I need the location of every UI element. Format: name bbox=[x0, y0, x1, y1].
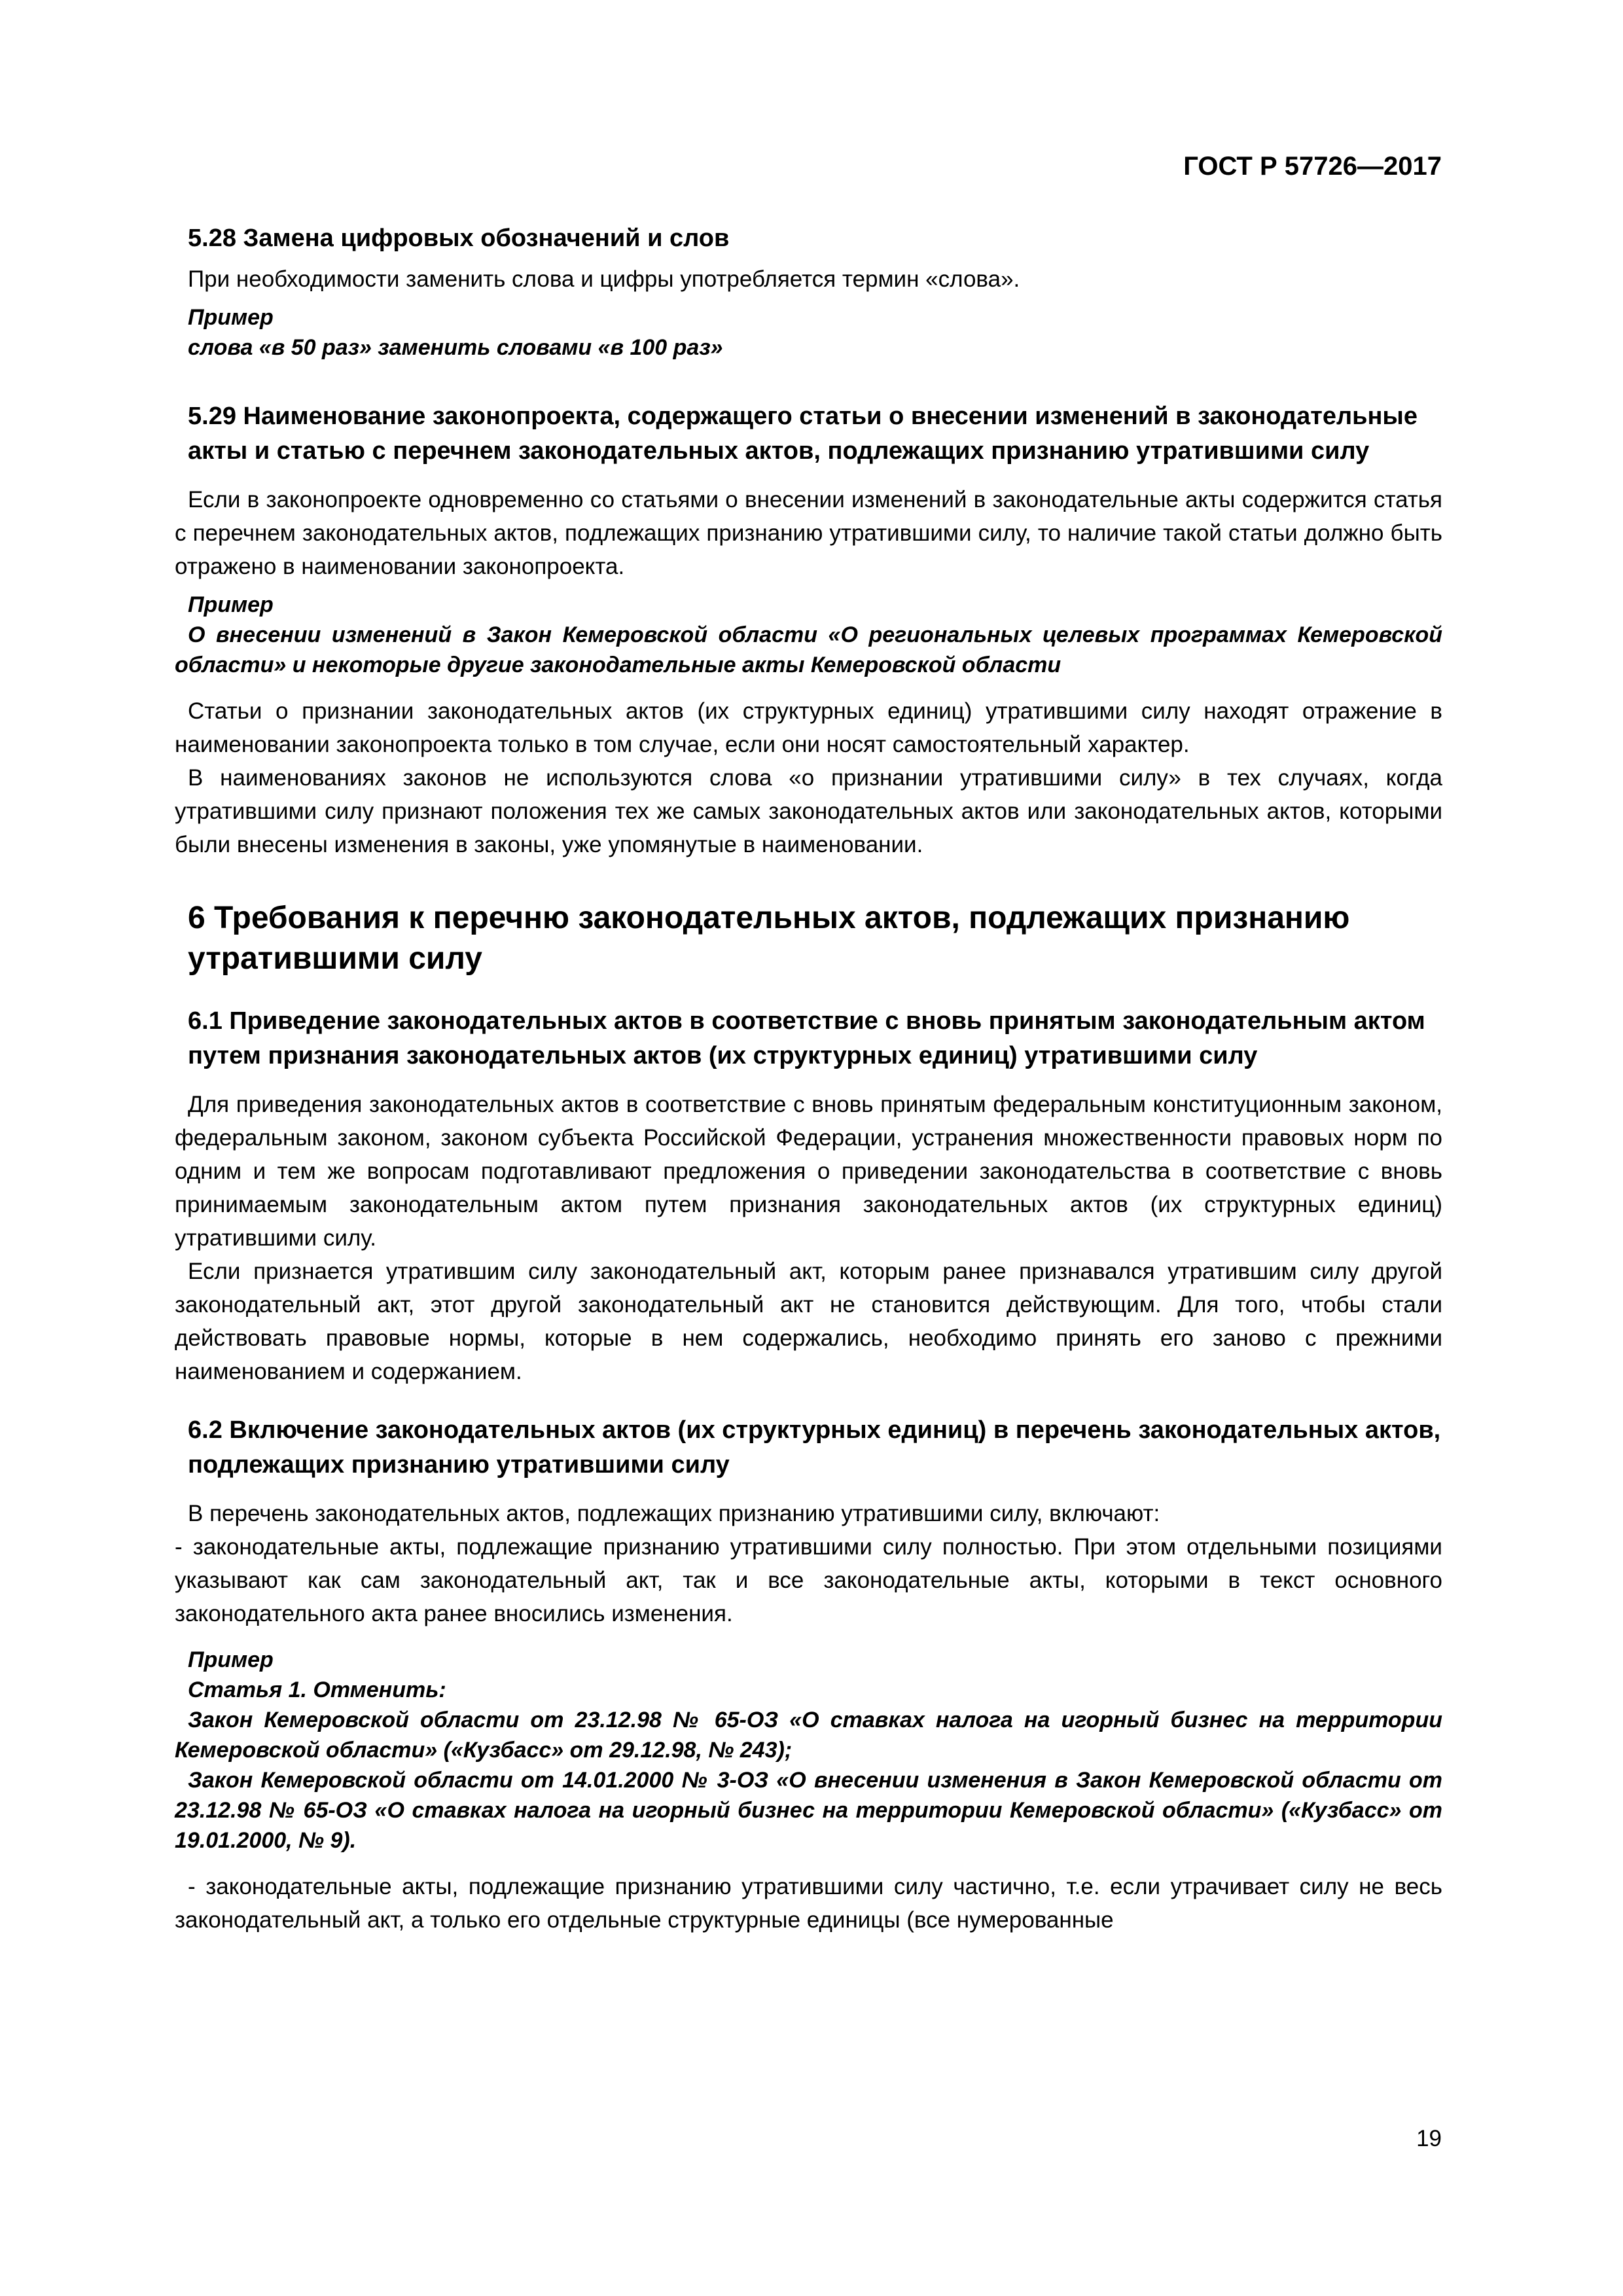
section-6-1-title: 6.1 Приведение законодательных актов в соответствие с вновь принятым законодательным актом путем признания законодательных актов (их структурных единиц) утратившими силу bbox=[188, 1007, 1425, 1069]
example-text: слова «в 50 раз» заменить словами «в 100 раз» bbox=[188, 335, 723, 360]
page-content bbox=[175, 221, 1442, 1937]
section-5-28-title: 5.28 Замена цифровых обозначений и слов bbox=[188, 224, 730, 252]
example-law-2: Закон Кемеровской области от 14.01.2000 № 3-ОЗ «О внесении изменения в Закон Кемеровской области от 23.12.98 № 65-ОЗ «О ставках налога на игорный бизнес на территории Кемеровской области» («Кузбасс» от 19.01.2000, № 9). bbox=[175, 1768, 1442, 1853]
section-6-2-title: 6.2 Включение законодательных актов (их структурных единиц) в перечень законодательных актов, подлежащих признанию утратившими силу bbox=[188, 1416, 1441, 1479]
section-6-1-paragraph-1: Для приведения законодательных актов в соответствие с вновь принятым федеральным конституционным законом, федеральным законом, законом субъекта Российской Федерации, устранения множественности правовых норм по одним и тем же вопросам подготавливают предложения о приведении законодательства в соответствие с вновь принимаемым законодательным актом путем признания законодательных актов (их структурных единиц) утратившими силу. bbox=[175, 1092, 1442, 1251]
section-6-2-paragraph-1: В перечень законодательных актов, подлежащих признанию утратившими силу, включают: bbox=[188, 1501, 1160, 1526]
section-6-title: 6 Требования к перечню законодательных актов, подлежащих признанию утратившими силу bbox=[188, 901, 1350, 976]
example-article: Статья 1. Отменить: bbox=[188, 1677, 446, 1702]
section-5-28-text: При необходимости заменить слова и цифры употребляется термин «слова». bbox=[188, 266, 1020, 292]
example-label: Пример bbox=[188, 305, 274, 330]
example-law-1: Закон Кемеровской области от 23.12.98 № 65-ОЗ «О ставках налога на игорный бизнес на территории Кемеровской области» («Кузбасс» от 29.12.98, № 243); bbox=[175, 1708, 1442, 1763]
example-text: О внесении изменений в Закон Кемеровской области «О региональных целевых программах Кемеровской области» и некоторые другие законодательные акты Кемеровской области bbox=[175, 622, 1442, 677]
section-5-29-paragraph-3: В наименованиях законов не используются слова «о признании утратившими силу» в тех случаях, когда утратившими силу признают положения тех же самых законодательных актов или законодательных актов, которыми были внесены изменения в законы, уже упомянутые в наименовании. bbox=[175, 765, 1442, 857]
example-label: Пример bbox=[188, 592, 274, 617]
section-6-1-paragraph-2: Если признается утратившим силу законодательный акт, которым ранее признавался утратившим силу другой законодательный акт, этот другой законодательный акт не становится действующим. Для того, чтобы стали действовать правовые нормы, которые в нем содержались, необходимо принять его заново с прежними наименованием и содержанием. bbox=[175, 1259, 1442, 1384]
section-5-29-title: 5.29 Наименование законопроекта, содержащего статьи о внесении изменений в законодательные акты и статью с перечнем законодательных актов, подлежащих признанию утратившими силу bbox=[188, 403, 1418, 465]
section-6-2-paragraph-3: - законодательные акты, подлежащие признанию утратившими силу частично, т.е. если утрачивает силу не весь законодательный акт, а только его отдельные структурные единицы (все нумерованные bbox=[175, 1874, 1442, 1933]
section-5-29-paragraph-1: Если в законопроекте одновременно со статьями о внесении изменений в законодательные акты содержится статья с перечнем законодательных актов, подлежащих признанию утратившими силу, то наличие такой статьи должно быть отражено в наименовании законопроекта. bbox=[175, 487, 1442, 579]
example-label: Пример bbox=[188, 1647, 274, 1672]
document-id-header: ГОСТ Р 57726—2017 bbox=[1183, 152, 1442, 181]
section-6-2-paragraph-2: - законодательные акты, подлежащие признанию утратившими силу полностью. При этом отдельными позициями указывают как сам законодательный акт, так и все законодательные акты, которыми в текст основного законодательного акта ранее вносились изменения. bbox=[175, 1534, 1442, 1626]
section-5-29-paragraph-2: Статьи о признании законодательных актов (их структурных единиц) утратившими силу находят отражение в наименовании законопроекта только в том случае, если они носят самостоятельный характер. bbox=[175, 698, 1442, 757]
page-number: 19 bbox=[1416, 2126, 1442, 2151]
